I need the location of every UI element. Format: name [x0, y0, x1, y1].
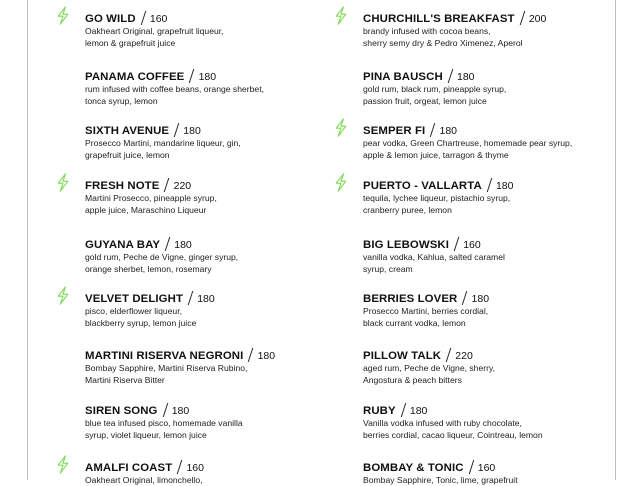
item-heading	[363, 178, 513, 192]
item-heading	[85, 237, 192, 251]
item-heading	[85, 123, 201, 137]
item-description	[85, 474, 325, 486]
item-name: AMALFI COAST	[85, 462, 173, 474]
item-description	[363, 305, 603, 329]
separator-slash	[248, 348, 254, 362]
description-line: orange sherbet, lemon, rosemary	[85, 264, 212, 274]
item-name: VELVET DELIGHT	[85, 293, 184, 305]
item-description	[363, 474, 603, 486]
separator-slash	[400, 403, 406, 417]
item-description	[85, 417, 325, 441]
description-line: lemon & grapefruit juice	[85, 38, 176, 48]
description-line: apple & lemon juice, tarragon & thyme	[363, 150, 509, 160]
description-line: Martini Prosecco, pineapple syrup,	[85, 193, 217, 203]
item-description	[363, 251, 603, 275]
item-name: PINA BAUSCH	[363, 71, 443, 83]
separator-slash	[188, 291, 194, 305]
separator-slash	[165, 237, 171, 251]
description-line: Martini Riserva Bitter	[85, 375, 165, 385]
item-description	[363, 192, 603, 216]
description-line: Oakheart Original, grapefruit liqueur,	[85, 26, 224, 36]
item-heading	[363, 403, 427, 417]
item-price: 180	[171, 405, 190, 417]
item-price: 180	[197, 293, 215, 305]
item-description	[363, 83, 603, 107]
separator-slash	[430, 123, 436, 137]
item-price: 160	[477, 462, 496, 474]
item-name: FRESH NOTE	[85, 180, 160, 192]
page-right-edge	[615, 0, 616, 480]
item-price: 180	[439, 125, 458, 137]
description-line: grapefruit juice, lemon	[85, 150, 170, 160]
item-heading	[85, 11, 167, 25]
separator-slash	[174, 123, 180, 137]
item-heading	[363, 291, 489, 305]
item-heading	[363, 460, 495, 474]
description-line: Vanilla vodka infused with ruby chocolate,	[363, 418, 522, 428]
item-name: BIG LEBOWSKI	[363, 239, 449, 251]
description-line: Bombay Sapphire, Martini Riserva Rubino,	[85, 363, 248, 373]
item-name: PANAMA COFFEE	[85, 71, 185, 83]
item-heading	[363, 11, 546, 25]
item-price: 180	[174, 239, 192, 251]
item-price: 220	[173, 180, 192, 192]
separator-slash	[162, 403, 168, 417]
description-line: brandy infused with cocoa beans,	[363, 26, 491, 36]
item-name: PUERTO - VALLARTA	[363, 180, 482, 192]
description-line: tequila, lychee liqueur, pistachio syrup,	[363, 193, 511, 203]
item-description	[85, 192, 325, 216]
lightning-bolt-icon	[56, 455, 70, 474]
item-price: 180	[409, 405, 428, 417]
description-line: rum infused with coffee beans, orange sherbet,	[85, 84, 264, 94]
separator-slash	[189, 69, 195, 83]
item-name: PILLOW TALK	[363, 350, 442, 362]
item-price: 220	[455, 350, 473, 362]
item-name: BOMBAY & TONIC	[363, 462, 464, 474]
description-line: gold rum, Peche de Vigne, ginger syrup,	[85, 252, 239, 262]
item-heading	[363, 237, 481, 251]
item-price: 180	[257, 350, 276, 362]
item-description	[363, 137, 603, 161]
description-line: sherry semy dry & Pedro Ximenez, Aperol	[363, 38, 523, 48]
separator-slash	[446, 348, 452, 362]
item-price: 180	[456, 71, 475, 83]
item-price: 180	[183, 125, 201, 137]
item-heading	[85, 460, 204, 474]
item-description	[85, 362, 325, 386]
item-name: BERRIES LOVER	[363, 293, 458, 305]
lightning-bolt-icon	[56, 286, 70, 305]
description-line: Prosecco Martini, berries cordial,	[363, 306, 489, 316]
item-heading	[85, 178, 191, 192]
description-line: Angostura & peach bitters	[363, 375, 462, 385]
description-line: Oakheart Original, limonchello,	[85, 475, 203, 485]
description-line: berries cordial, cacao liqueur, Cointreau, lemon	[363, 430, 543, 440]
item-name: GO WILD	[85, 13, 136, 25]
description-line: tonca syrup, lemon	[85, 96, 158, 106]
item-price: 160	[149, 13, 168, 25]
item-description	[85, 137, 325, 161]
description-line: Prosecco Martini, mandarine liqueur, gin,	[85, 138, 241, 148]
lightning-bolt-icon	[334, 118, 348, 137]
separator-slash	[454, 237, 460, 251]
separator-slash	[519, 11, 525, 25]
item-price: 180	[495, 180, 514, 192]
description-line: pear vodka, Green Chartreuse, homemade pear syrup,	[363, 138, 573, 148]
description-line: Bombay Sapphire, Tonic, lime, grapefruit	[363, 475, 518, 485]
separator-slash	[177, 460, 183, 474]
page-left-edge	[27, 0, 28, 480]
item-heading	[363, 123, 457, 137]
lightning-bolt-icon	[56, 6, 70, 25]
lightning-bolt-icon	[334, 173, 348, 192]
item-name: CHURCHILL'S BREAKFAST	[363, 13, 515, 25]
separator-slash	[462, 291, 468, 305]
separator-slash	[140, 11, 146, 25]
description-line: blue tea infused pisco, homemade vanilla	[85, 418, 243, 428]
item-price: 180	[471, 293, 490, 305]
description-line: gold rum, black rum, pineapple syrup,	[363, 84, 507, 94]
lightning-bolt-icon	[334, 6, 348, 25]
description-line: cranberry puree, lemon	[363, 205, 452, 215]
item-price: 160	[463, 239, 481, 251]
lightning-bolt-icon	[56, 173, 70, 192]
item-heading	[363, 69, 475, 83]
item-description	[363, 417, 603, 441]
item-description	[363, 25, 603, 49]
item-name: SIREN SONG	[85, 405, 158, 417]
item-heading	[85, 69, 216, 83]
item-name: RUBY	[363, 405, 396, 417]
item-heading	[85, 291, 215, 305]
separator-slash	[448, 69, 454, 83]
item-name: GUYANA BAY	[85, 239, 161, 251]
item-name: SIXTH AVENUE	[85, 125, 170, 137]
item-description	[85, 83, 325, 107]
item-price: 180	[198, 71, 217, 83]
item-description	[85, 25, 325, 49]
item-description	[85, 305, 325, 329]
description-line: aged rum, Peche de Vigne, sherry,	[363, 363, 496, 373]
separator-slash	[164, 178, 170, 192]
item-heading	[85, 348, 275, 362]
item-name: MARTINI RISERVA NEGRONI	[85, 350, 244, 362]
description-line: syrup, violet liqueur, lemon juice	[85, 430, 207, 440]
description-line: apple juice, Maraschino Liqueur	[85, 205, 207, 215]
description-line: syrup, cream	[363, 264, 413, 274]
item-name: SEMPER FI	[363, 125, 426, 137]
item-price: 160	[186, 462, 204, 474]
description-line: vanilla vodka, Kahlua, salted caramel	[363, 252, 505, 262]
description-line: blackberry syrup, lemon juice	[85, 318, 197, 328]
description-line: black currant vodka, lemon	[363, 318, 466, 328]
item-heading	[85, 403, 189, 417]
separator-slash	[468, 460, 474, 474]
description-line: passion fruit, orgeat, lemon juice	[363, 96, 487, 106]
description-line: pisco, elderflower liqueur,	[85, 306, 182, 316]
item-heading	[363, 348, 473, 362]
item-price: 200	[528, 13, 547, 25]
item-description	[363, 362, 603, 386]
separator-slash	[486, 178, 492, 192]
item-description	[85, 251, 325, 275]
